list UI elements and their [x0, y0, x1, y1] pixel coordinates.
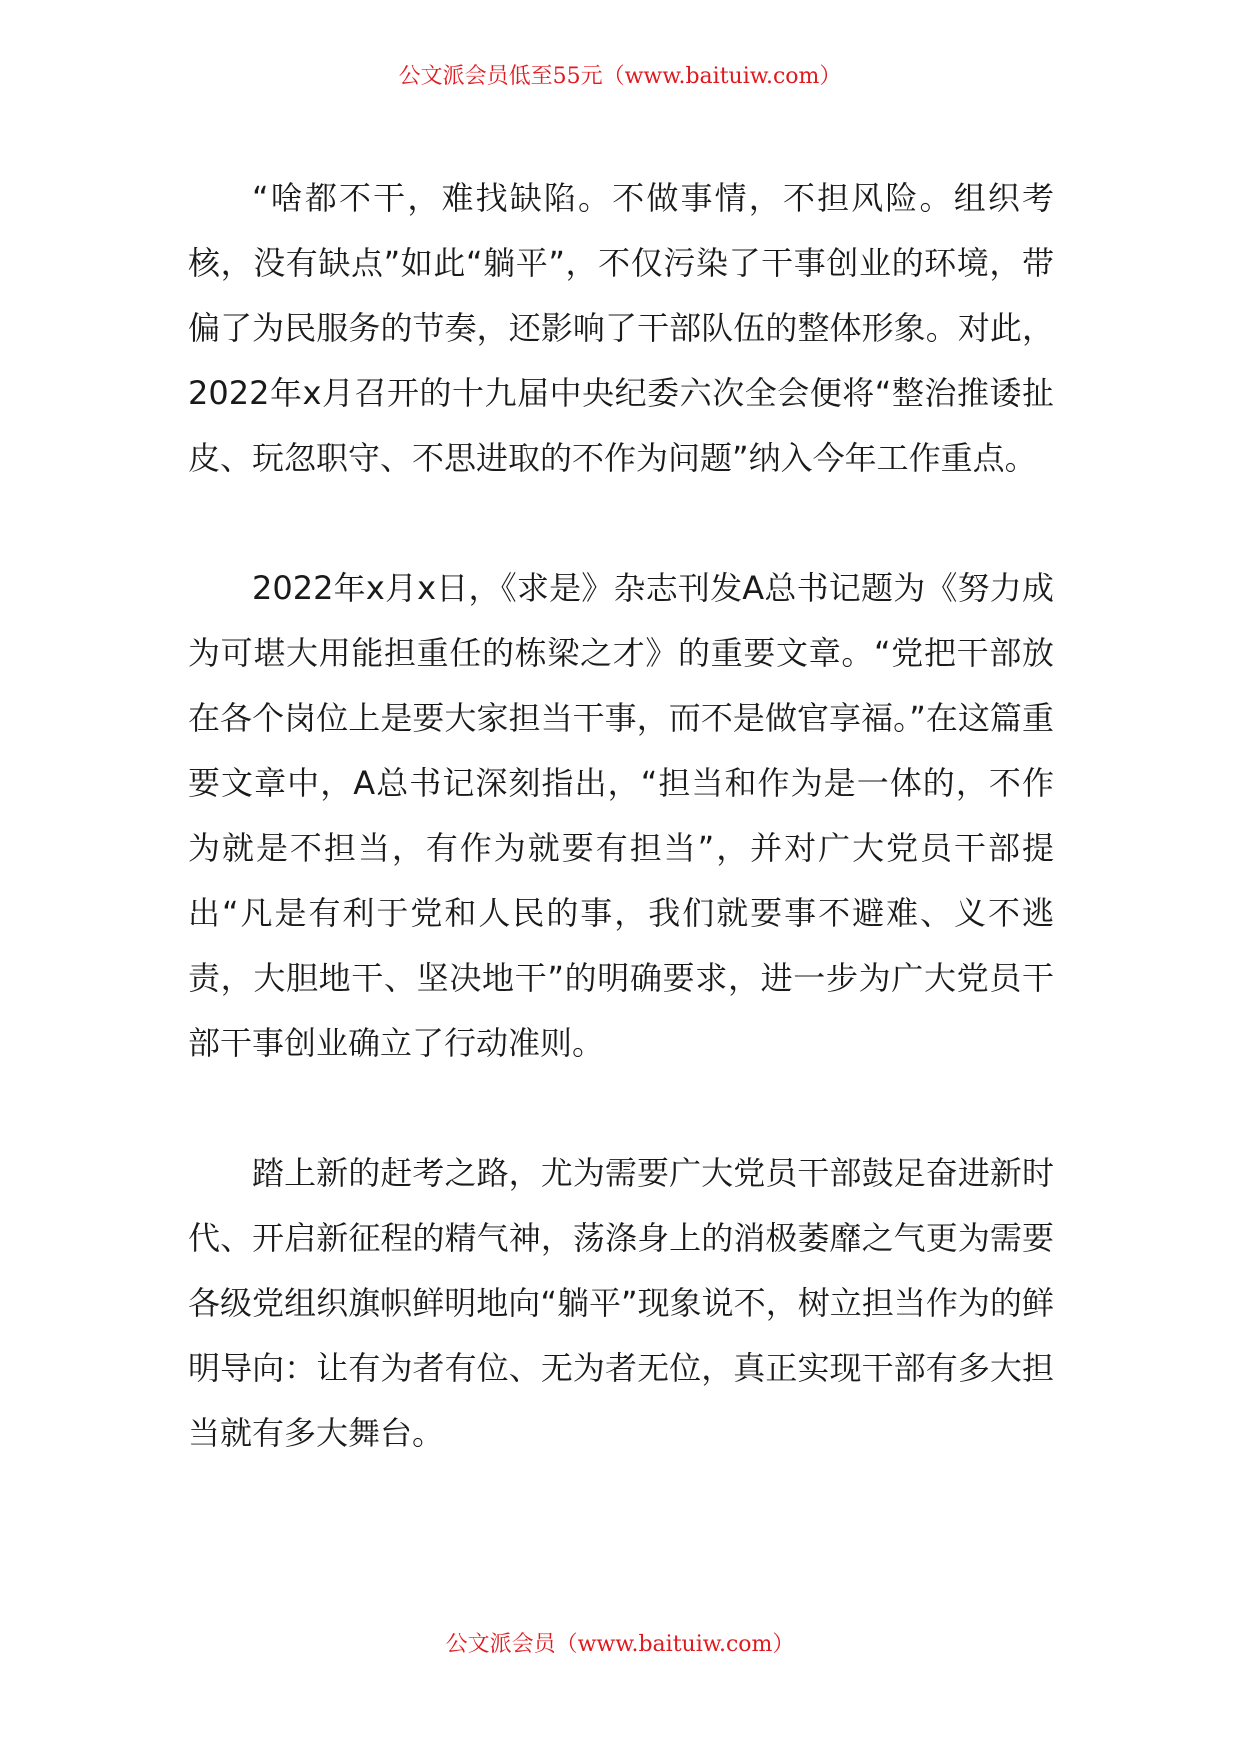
document-body	[188, 166, 1054, 1466]
header-watermark-link: 公文派会员低至55元（www.baituiw.com）	[398, 64, 842, 89]
paragraph-3: 踏上新的赶考之路，尤为需要广大党员干部鼓足奋进新时代、开启新征程的精气神，荡涤身上的消极萎靡之气更为需要各级党组织旗帜鲜明地向“躺平”现象说不，树立担当作为的鲜明导向：让有为者有位、无为者无位，真正实现干部有多大担当就有多大舞台。	[188, 1154, 1054, 1452]
paragraph-1: “啥都不干，难找缺陷。不做事情，不担风险。组织考核，没有缺点”如此“躺平”，不仅污染了干事创业的环境，带偏了为民服务的节奏，还影响了干部队伍的整体形象。对此，2022年x月召开的十九届中央纪委六次全会便将“整治推诿扯皮、玩忽职守、不思进取的不作为问题”纳入今年工作重点。	[188, 179, 1054, 477]
paragraph-2: 2022年x月x日，《求是》杂志刊发A总书记题为《努力成为可堪大用能担重任的栋梁之才》的重要文章。“党把干部放在各个岗位上是要大家担当干事，而不是做官享福。”在这篇重要文章中，A总书记深刻指出，“担当和作为是一体的，不作为就是不担当，有作为就要有担当”，并对广大党员干部提出“凡是有利于党和人民的事，我们就要事不避难、义不逃责，大胆地干、坚决地干”的明确要求，进一步为广大党员干部干事创业确立了行动准则。	[188, 569, 1054, 1062]
footer-watermark-link: 公文派会员（www.baituiw.com）	[445, 1632, 795, 1657]
